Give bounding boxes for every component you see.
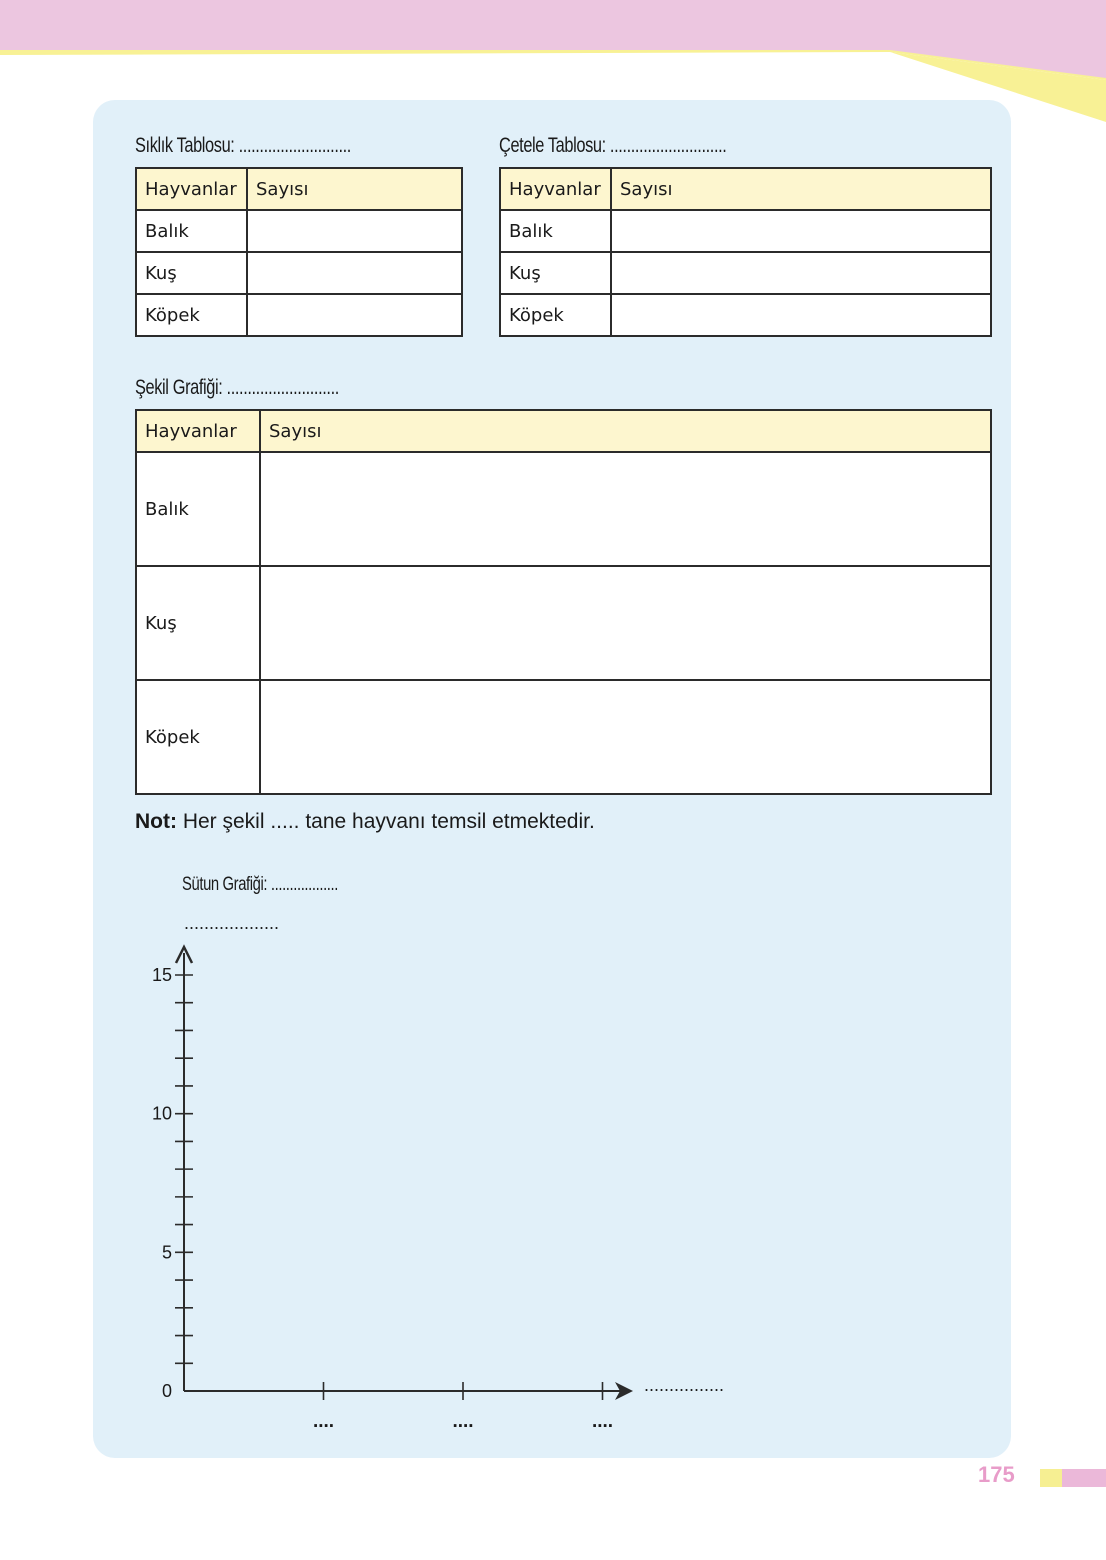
tally-row-label: Köpek bbox=[500, 294, 611, 336]
x-category-label: .... bbox=[312, 1411, 335, 1432]
bar-chart-title: Sütun Grafiği: .................. bbox=[182, 874, 338, 895]
bar-chart-xlabel: ................ bbox=[644, 1375, 725, 1395]
tally-row-label: Kuş bbox=[500, 252, 611, 294]
pictograph-row-label: Balık bbox=[136, 452, 260, 566]
note-text: Her şekil ..... tane hayvanı temsil etmektedir. bbox=[176, 810, 595, 833]
pictograph-row-label: Köpek bbox=[136, 680, 260, 794]
frequency-row-label: Köpek bbox=[136, 294, 247, 336]
frequency-row-label: Kuş bbox=[136, 252, 247, 294]
bar-chart-ylabel: ................... bbox=[184, 913, 280, 933]
page-number: 175 bbox=[978, 1462, 1015, 1487]
x-category-label: .... bbox=[452, 1411, 474, 1432]
x-category-label: .... bbox=[591, 1411, 614, 1432]
pictograph-row-label: Kuş bbox=[136, 566, 260, 680]
frequency-table-title: Sıklık Tablosu: ........................... bbox=[135, 134, 351, 157]
tally-row-label: Balık bbox=[500, 210, 611, 252]
y-tick-label: 0 bbox=[161, 1381, 172, 1401]
pictograph-header-count: Sayısı bbox=[260, 410, 991, 452]
pictograph-header-animals: Hayvanlar bbox=[136, 410, 260, 452]
y-tick-label: 5 bbox=[161, 1242, 172, 1263]
footer-accent-yellow bbox=[1040, 1469, 1062, 1487]
footer-accent-pink bbox=[1062, 1469, 1106, 1487]
tally-header-animals: Hayvanlar bbox=[500, 168, 611, 210]
note-label: Not: bbox=[135, 810, 177, 833]
frequency-row-label: Balık bbox=[136, 210, 247, 252]
frequency-header-animals: Hayvanlar bbox=[136, 168, 247, 210]
y-tick-label: 15 bbox=[151, 965, 172, 985]
y-tick-label: 10 bbox=[151, 1103, 172, 1124]
tally-header-count: Sayısı bbox=[611, 168, 991, 210]
pictograph-title: Şekil Grafiği: ........................... bbox=[135, 376, 339, 399]
tally-table-title: Çetele Tablosu: ............................ bbox=[499, 134, 727, 157]
frequency-header-count: Sayısı bbox=[247, 168, 462, 210]
